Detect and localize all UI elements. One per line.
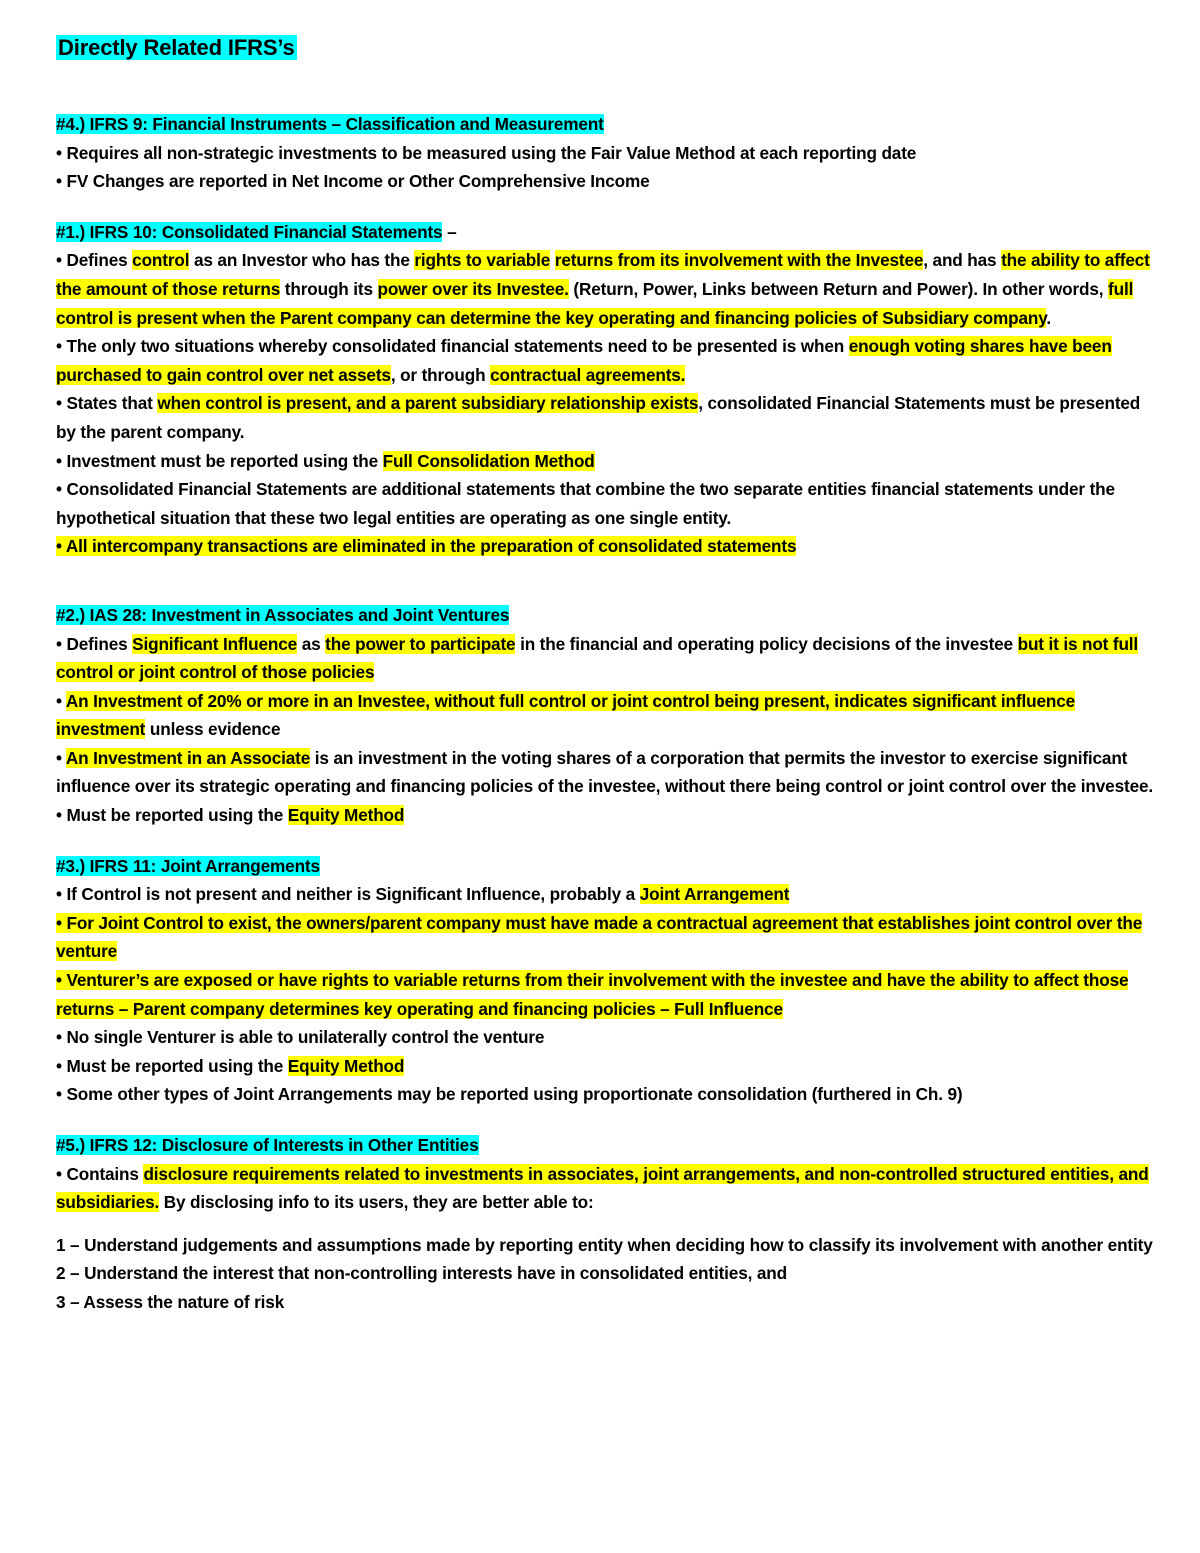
highlight: but it is not full control or joint control of those policies <box>56 633 1139 683</box>
highlight: Full Consolidation Method <box>382 450 595 471</box>
bullet <box>56 909 1156 966</box>
bullet <box>56 744 1156 801</box>
text: • The only two situations whereby consolidated financial statements need to be presented is when <box>56 336 849 357</box>
text: as an Investor who has the <box>189 250 415 271</box>
bullet <box>56 801 1156 830</box>
highlight: contractual agreements. <box>490 364 686 385</box>
highlight: power over its Investee. <box>377 278 569 299</box>
bullet <box>56 389 1156 446</box>
heading-text: #3.) IFRS 11: Joint Arrangements <box>56 855 320 876</box>
section-ifrs10 <box>56 218 1156 561</box>
page-title <box>56 30 1156 66</box>
text: • <box>56 690 66 711</box>
text: unless evidence <box>145 719 281 740</box>
bullet <box>56 447 1156 476</box>
bullet <box>56 687 1156 744</box>
heading-text: #5.) IFRS 12: Disclosure of Interests in Other Entities <box>56 1135 479 1155</box>
bullet <box>56 1052 1156 1081</box>
bullet <box>56 532 1156 561</box>
bullet <box>56 332 1156 389</box>
heading-dash: – <box>442 221 457 242</box>
section-heading <box>56 1131 1156 1160</box>
section-heading <box>56 601 1156 630</box>
section-heading <box>56 110 1156 139</box>
text: • If Control is not present and neither is Significant Influence, probably a <box>56 884 640 905</box>
text: By disclosing info to its users, they are better able to: <box>159 1192 594 1213</box>
text: as <box>297 633 326 654</box>
highlight: enough voting shares have been purchased to gain control over net assets <box>56 336 1112 385</box>
bullet <box>56 1160 1156 1217</box>
highlight: when control is present, and a parent subsidiary relationship exists <box>157 393 699 414</box>
text: • Defines <box>56 633 133 654</box>
text: • Contains <box>56 1163 144 1184</box>
text: through its <box>280 278 378 299</box>
highlight: An Investment of 20% or more in an Investee, without full control or joint control being present, indicates significant influence investment <box>56 690 1076 740</box>
list-item: 2 – Understand the interest that non-controlling interests have in consolidated entities, and <box>56 1263 787 1284</box>
highlight: disclosure requirements related to investments in associates, joint arrangements, and non-controlled structured entities, and subsidiaries. <box>56 1163 1149 1213</box>
bullet <box>56 966 1156 1023</box>
highlight: • All intercompany transactions are eliminated in the preparation of consolidated statements <box>56 536 797 557</box>
document-page <box>56 30 1156 1339</box>
highlight: the power to participate <box>325 633 516 654</box>
text: • States that <box>56 393 158 414</box>
bullet: • Requires all non-strategic investments to be measured using the Fair Value Method at each reporting date <box>56 142 917 163</box>
section-ifrs9 <box>56 110 1156 196</box>
highlight: the ability to affect the amount of those returns <box>56 250 1150 299</box>
bullet: • FV Changes are reported in Net Income or Other Comprehensive Income <box>56 171 650 192</box>
heading-text: #4.) IFRS 9: Financial Instruments – Classification and Measurement <box>56 114 604 134</box>
highlight: An Investment in an Associate <box>65 747 311 768</box>
list-item: 1 – Understand judgements and assumptions made by reporting entity when deciding how to classify its involvement with another entity <box>56 1234 1153 1255</box>
highlight: full control is present when the Parent company can determine the key operating and financing policies of Subsidiary company <box>56 278 1134 328</box>
highlight: Equity Method <box>287 805 405 826</box>
text: • Defines <box>56 250 133 271</box>
highlight: • For Joint Control to exist, the owners/parent company must have made a contractual agreement that establishes joint control over the venture <box>56 912 1143 962</box>
text: • <box>56 747 66 768</box>
numbered-list <box>56 1231 1156 1317</box>
highlight: control <box>132 250 190 271</box>
bullet <box>56 880 1156 909</box>
highlight: • Venturer’s are exposed or have rights to variable returns from their involvement with the investee and have the ability to affect those returns – Parent company determines key operating and financing policies – Full Influence <box>56 970 1129 1019</box>
text: • Must be reported using the <box>56 1055 288 1076</box>
section-ifrs12 <box>56 1131 1156 1317</box>
section-heading <box>56 218 1156 247</box>
list-item: 3 – Assess the nature of risk <box>56 1291 285 1312</box>
highlight: Significant Influence <box>132 633 298 654</box>
bullet <box>56 246 1156 332</box>
bullet: • Some other types of Joint Arrangements may be reported using proportionate consolidation (furthered in Ch. 9) <box>56 1084 963 1105</box>
text: • Investment must be reported using the <box>56 450 383 471</box>
highlight: returns from its involvement with the Investee <box>554 250 924 271</box>
section-ifrs11 <box>56 852 1156 1109</box>
bullet: • Consolidated Financial Statements are additional statements that combine the two separate entities financial statements under the hypothetical situation that these two legal entities are operating as one single entity. <box>56 479 1115 528</box>
text: , or through <box>390 364 491 385</box>
highlight: Joint Arrangement <box>639 884 790 905</box>
text: • Must be reported using the <box>56 805 288 826</box>
heading-text: #1.) IFRS 10: Consolidated Financial Statements <box>56 221 443 242</box>
text: (Return, Power, Links between Return and Power). In other words, <box>568 278 1109 299</box>
bullet: • No single Venturer is able to unilaterally control the venture <box>56 1027 545 1048</box>
text: , and has <box>923 250 1002 271</box>
section-heading <box>56 852 1156 881</box>
text: in the financial and operating policy decisions of the investee <box>515 633 1018 654</box>
text: . <box>1046 307 1052 328</box>
highlight: Equity Method <box>287 1055 405 1076</box>
page-title-text: Directly Related IFRS’s <box>58 35 295 60</box>
bullet <box>56 630 1156 687</box>
text: , consolidated Financial Statements must be presented by the parent company. <box>56 393 1141 442</box>
highlight: rights to variable <box>414 250 551 271</box>
heading-text: #2.) IAS 28: Investment in Associates and Joint Ventures <box>56 604 510 625</box>
section-ias28 <box>56 601 1156 830</box>
text: is an investment in the voting shares of a corporation that permits the investor to exercise significant influence over its strategic operating and financing policies of the investee, without there being control or joint control over the investee. <box>56 747 1154 797</box>
